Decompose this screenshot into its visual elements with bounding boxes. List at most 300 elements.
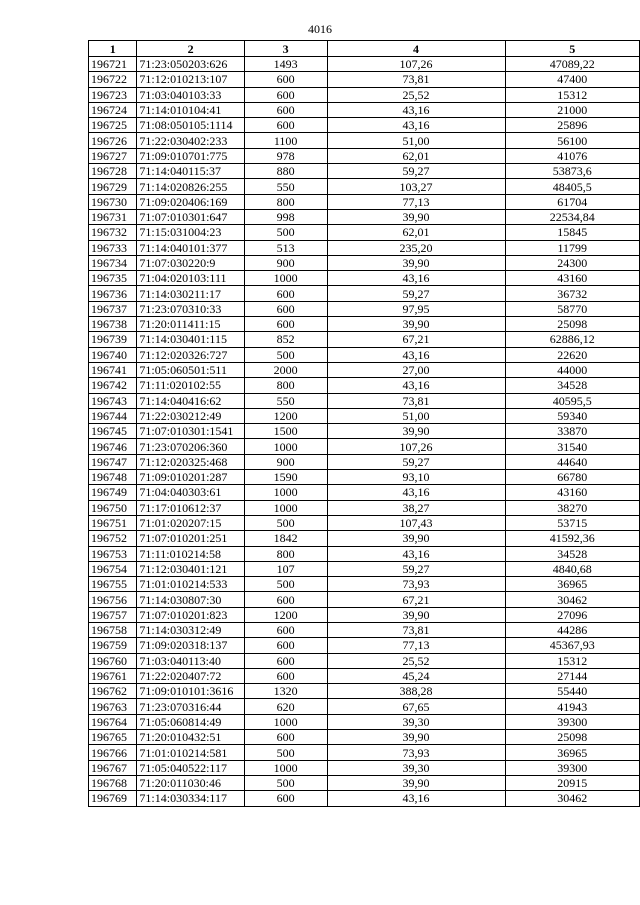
table-row (89, 760, 640, 775)
cell-record-number: 196756 (89, 592, 137, 607)
cell-value: 15312 (505, 87, 639, 102)
cell-rate: 27,00 (327, 362, 505, 377)
table-row (89, 133, 640, 148)
cell-record-number: 196749 (89, 485, 137, 500)
table-row (89, 194, 640, 209)
cell-cadastral-number: 71:11:010214:58 (137, 546, 244, 561)
cell-value: 15312 (505, 653, 639, 668)
cell-record-number: 196721 (89, 57, 137, 72)
cell-value: 45367,93 (505, 638, 639, 653)
cell-cadastral-number: 71:23:070310:33 (137, 301, 244, 316)
cell-value: 11799 (505, 240, 639, 255)
column-header: 1 (89, 41, 137, 57)
cell-record-number: 196753 (89, 546, 137, 561)
cell-cadastral-number: 71:01:010214:581 (137, 745, 244, 760)
cell-cadastral-number: 71:09:020406:169 (137, 194, 244, 209)
cell-rate: 62,01 (327, 225, 505, 240)
cell-record-number: 196722 (89, 72, 137, 87)
cell-rate: 67,21 (327, 592, 505, 607)
cell-area: 513 (244, 240, 327, 255)
cell-rate: 67,21 (327, 332, 505, 347)
cell-record-number: 196738 (89, 317, 137, 332)
cell-rate: 62,01 (327, 148, 505, 163)
cell-value: 22620 (505, 347, 639, 362)
cell-record-number: 196758 (89, 622, 137, 637)
cell-rate: 103,27 (327, 179, 505, 194)
cell-area: 900 (244, 454, 327, 469)
cell-area: 600 (244, 638, 327, 653)
cell-cadastral-number: 71:14:030312:49 (137, 622, 244, 637)
table-row (89, 102, 640, 117)
cell-area: 1000 (244, 500, 327, 515)
cell-cadastral-number: 71:11:020102:55 (137, 378, 244, 393)
cell-cadastral-number: 71:12:020326:727 (137, 347, 244, 362)
cell-rate: 235,20 (327, 240, 505, 255)
cell-rate: 25,52 (327, 653, 505, 668)
cell-area: 1200 (244, 607, 327, 622)
cell-rate: 73,81 (327, 622, 505, 637)
table-row (89, 164, 640, 179)
cell-rate: 39,90 (327, 424, 505, 439)
cell-value: 62886,12 (505, 332, 639, 347)
cell-value: 44000 (505, 362, 639, 377)
cell-rate: 39,90 (327, 531, 505, 546)
cell-rate: 97,95 (327, 301, 505, 316)
table-row (89, 332, 640, 347)
cell-value: 30462 (505, 592, 639, 607)
cell-rate: 38,27 (327, 500, 505, 515)
table-row (89, 225, 640, 240)
cell-record-number: 196750 (89, 500, 137, 515)
cell-area: 600 (244, 286, 327, 301)
cell-value: 22534,84 (505, 209, 639, 224)
cell-rate: 77,13 (327, 194, 505, 209)
cell-record-number: 196741 (89, 362, 137, 377)
cell-area: 600 (244, 118, 327, 133)
cell-cadastral-number: 71:07:030220:9 (137, 255, 244, 270)
table-row (89, 607, 640, 622)
cell-area: 978 (244, 148, 327, 163)
cell-value: 43160 (505, 485, 639, 500)
cell-rate: 77,13 (327, 638, 505, 653)
cell-cadastral-number: 71:14:030334:117 (137, 791, 244, 806)
cell-cadastral-number: 71:23:070206:360 (137, 439, 244, 454)
table-row (89, 546, 640, 561)
cell-rate: 51,00 (327, 133, 505, 148)
cell-value: 40595,5 (505, 393, 639, 408)
cell-cadastral-number: 71:09:010201:287 (137, 470, 244, 485)
cell-value: 44286 (505, 622, 639, 637)
page-number: 4016 (308, 22, 332, 36)
cell-cadastral-number: 71:22:030212:49 (137, 408, 244, 423)
cell-area: 500 (244, 225, 327, 240)
cell-record-number: 196752 (89, 531, 137, 546)
table-row (89, 393, 640, 408)
cell-cadastral-number: 71:12:020325:468 (137, 454, 244, 469)
cell-cadastral-number: 71:14:010104:41 (137, 102, 244, 117)
cell-area: 600 (244, 301, 327, 316)
cell-cadastral-number: 71:04:020103:111 (137, 271, 244, 286)
cell-rate: 39,90 (327, 255, 505, 270)
cell-area: 600 (244, 72, 327, 87)
table-row (89, 638, 640, 653)
table-row (89, 470, 640, 485)
cell-record-number: 196739 (89, 332, 137, 347)
cell-value: 66780 (505, 470, 639, 485)
cell-cadastral-number: 71:20:011030:46 (137, 775, 244, 790)
cell-area: 900 (244, 255, 327, 270)
table-row (89, 57, 640, 72)
cell-area: 1000 (244, 271, 327, 286)
cell-area: 600 (244, 730, 327, 745)
cell-cadastral-number: 71:20:010432:51 (137, 730, 244, 745)
cell-area: 800 (244, 378, 327, 393)
cell-area: 600 (244, 592, 327, 607)
cell-record-number: 196736 (89, 286, 137, 301)
table-row (89, 653, 640, 668)
cell-rate: 43,16 (327, 118, 505, 133)
cell-record-number: 196735 (89, 271, 137, 286)
cell-cadastral-number: 71:01:010214:533 (137, 577, 244, 592)
table-row (89, 240, 640, 255)
cell-record-number: 196747 (89, 454, 137, 469)
cell-area: 1000 (244, 714, 327, 729)
table-row (89, 424, 640, 439)
cell-area: 1000 (244, 485, 327, 500)
table-row (89, 301, 640, 316)
cell-value: 33870 (505, 424, 639, 439)
cell-record-number: 196759 (89, 638, 137, 653)
cell-area: 500 (244, 577, 327, 592)
cell-record-number: 196742 (89, 378, 137, 393)
cell-cadastral-number: 71:14:040416:62 (137, 393, 244, 408)
cell-area: 800 (244, 194, 327, 209)
cell-cadastral-number: 71:14:030211:17 (137, 286, 244, 301)
cell-cadastral-number: 71:14:040115:37 (137, 164, 244, 179)
cell-value: 4840,68 (505, 561, 639, 576)
cell-record-number: 196764 (89, 714, 137, 729)
cell-rate: 73,93 (327, 745, 505, 760)
table-row (89, 485, 640, 500)
cell-cadastral-number: 71:22:020407:72 (137, 668, 244, 683)
cell-area: 600 (244, 791, 327, 806)
cell-cadastral-number: 71:08:050105:1114 (137, 118, 244, 133)
cell-rate: 93,10 (327, 470, 505, 485)
cell-record-number: 196729 (89, 179, 137, 194)
cell-rate: 39,90 (327, 730, 505, 745)
cell-record-number: 196743 (89, 393, 137, 408)
table-row (89, 592, 640, 607)
cell-record-number: 196762 (89, 684, 137, 699)
cell-rate: 39,90 (327, 775, 505, 790)
cell-rate: 39,30 (327, 714, 505, 729)
column-header: 5 (505, 41, 639, 57)
cell-record-number: 196723 (89, 87, 137, 102)
cell-cadastral-number: 71:23:070316:44 (137, 699, 244, 714)
cell-cadastral-number: 71:05:060814:49 (137, 714, 244, 729)
cell-rate: 59,27 (327, 561, 505, 576)
table-row (89, 561, 640, 576)
cell-area: 600 (244, 668, 327, 683)
cell-area: 600 (244, 102, 327, 117)
cell-record-number: 196763 (89, 699, 137, 714)
cell-area: 500 (244, 515, 327, 530)
table-row (89, 454, 640, 469)
cell-cadastral-number: 71:03:040113:40 (137, 653, 244, 668)
cell-area: 1100 (244, 133, 327, 148)
table-row (89, 378, 640, 393)
cell-value: 47089,22 (505, 57, 639, 72)
cell-cadastral-number: 71:07:010201:251 (137, 531, 244, 546)
cell-area: 998 (244, 209, 327, 224)
cell-record-number: 196755 (89, 577, 137, 592)
cell-rate: 43,16 (327, 546, 505, 561)
cell-value: 53873,6 (505, 164, 639, 179)
cell-record-number: 196768 (89, 775, 137, 790)
cell-rate: 73,93 (327, 577, 505, 592)
cell-area: 852 (244, 332, 327, 347)
cell-record-number: 196726 (89, 133, 137, 148)
table-row (89, 714, 640, 729)
cell-cadastral-number: 71:14:030401:115 (137, 332, 244, 347)
cell-record-number: 196761 (89, 668, 137, 683)
cell-rate: 51,00 (327, 408, 505, 423)
table-row (89, 500, 640, 515)
table-row (89, 791, 640, 806)
cell-value: 25098 (505, 730, 639, 745)
table-row (89, 439, 640, 454)
cell-cadastral-number: 71:07:010201:823 (137, 607, 244, 622)
cell-area: 620 (244, 699, 327, 714)
table-body (89, 57, 640, 807)
cell-value: 15845 (505, 225, 639, 240)
cell-cadastral-number: 71:14:040101:377 (137, 240, 244, 255)
cell-value: 41076 (505, 148, 639, 163)
table-row (89, 347, 640, 362)
cell-area: 2000 (244, 362, 327, 377)
cell-value: 25896 (505, 118, 639, 133)
cell-rate: 39,90 (327, 209, 505, 224)
cell-cadastral-number: 71:09:020318:137 (137, 638, 244, 653)
table-row (89, 72, 640, 87)
table-row (89, 255, 640, 270)
cell-record-number: 196766 (89, 745, 137, 760)
table-row (89, 87, 640, 102)
cell-value: 39300 (505, 714, 639, 729)
cell-record-number: 196724 (89, 102, 137, 117)
cell-value: 34528 (505, 378, 639, 393)
cell-value: 48405,5 (505, 179, 639, 194)
cell-cadastral-number: 71:15:031004:23 (137, 225, 244, 240)
cell-area: 600 (244, 622, 327, 637)
cell-area: 1493 (244, 57, 327, 72)
cell-value: 38270 (505, 500, 639, 515)
cell-area: 1590 (244, 470, 327, 485)
cell-value: 43160 (505, 271, 639, 286)
cell-value: 39300 (505, 760, 639, 775)
data-table (88, 40, 640, 807)
cell-area: 550 (244, 179, 327, 194)
cell-record-number: 196769 (89, 791, 137, 806)
cell-value: 58770 (505, 301, 639, 316)
table-row (89, 362, 640, 377)
cell-value: 27144 (505, 668, 639, 683)
cell-record-number: 196733 (89, 240, 137, 255)
cell-area: 1200 (244, 408, 327, 423)
table-row (89, 179, 640, 194)
cell-rate: 43,16 (327, 102, 505, 117)
cell-area: 500 (244, 745, 327, 760)
cell-rate: 39,90 (327, 607, 505, 622)
cell-rate: 107,26 (327, 439, 505, 454)
cell-area: 500 (244, 347, 327, 362)
cell-cadastral-number: 71:04:040303:61 (137, 485, 244, 500)
table-row (89, 622, 640, 637)
cell-value: 34528 (505, 546, 639, 561)
column-header: 3 (244, 41, 327, 57)
cell-record-number: 196751 (89, 515, 137, 530)
cell-cadastral-number: 71:09:010701:775 (137, 148, 244, 163)
cell-area: 800 (244, 546, 327, 561)
cell-rate: 45,24 (327, 668, 505, 683)
cell-record-number: 196745 (89, 424, 137, 439)
table-row (89, 745, 640, 760)
cell-rate: 73,81 (327, 72, 505, 87)
cell-value: 30462 (505, 791, 639, 806)
cell-value: 20915 (505, 775, 639, 790)
table-row (89, 118, 640, 133)
cell-cadastral-number: 71:05:040522:117 (137, 760, 244, 775)
cell-area: 550 (244, 393, 327, 408)
cell-value: 47400 (505, 72, 639, 87)
cell-value: 24300 (505, 255, 639, 270)
cell-record-number: 196728 (89, 164, 137, 179)
cell-area: 600 (244, 653, 327, 668)
cell-rate: 388,28 (327, 684, 505, 699)
table-row (89, 531, 640, 546)
cell-cadastral-number: 71:12:010213:107 (137, 72, 244, 87)
cell-value: 59340 (505, 408, 639, 423)
cell-record-number: 196727 (89, 148, 137, 163)
cell-record-number: 196767 (89, 760, 137, 775)
table-row (89, 271, 640, 286)
table-row (89, 699, 640, 714)
cell-record-number: 196740 (89, 347, 137, 362)
cell-value: 36965 (505, 577, 639, 592)
cell-value: 55440 (505, 684, 639, 699)
cell-record-number: 196731 (89, 209, 137, 224)
cell-rate: 59,27 (327, 164, 505, 179)
cell-rate: 39,30 (327, 760, 505, 775)
cell-value: 31540 (505, 439, 639, 454)
cell-value: 53715 (505, 515, 639, 530)
cell-rate: 43,16 (327, 378, 505, 393)
cell-cadastral-number: 71:23:050203:626 (137, 57, 244, 72)
cell-value: 27096 (505, 607, 639, 622)
cell-rate: 73,81 (327, 393, 505, 408)
table-header-row (89, 41, 640, 57)
cell-record-number: 196754 (89, 561, 137, 576)
table-row (89, 286, 640, 301)
cell-area: 600 (244, 317, 327, 332)
cell-rate: 43,16 (327, 347, 505, 362)
cell-rate: 43,16 (327, 271, 505, 286)
cell-area: 107 (244, 561, 327, 576)
cell-record-number: 196748 (89, 470, 137, 485)
cell-area: 500 (244, 775, 327, 790)
cell-cadastral-number: 71:07:010301:1541 (137, 424, 244, 439)
column-header: 2 (137, 41, 244, 57)
cell-rate: 25,52 (327, 87, 505, 102)
cell-value: 61704 (505, 194, 639, 209)
cell-rate: 59,27 (327, 454, 505, 469)
cell-value: 56100 (505, 133, 639, 148)
cell-rate: 67,65 (327, 699, 505, 714)
cell-rate: 107,26 (327, 57, 505, 72)
table-row (89, 148, 640, 163)
cell-cadastral-number: 71:14:030807:30 (137, 592, 244, 607)
cell-value: 44640 (505, 454, 639, 469)
cell-cadastral-number: 71:12:030401:121 (137, 561, 244, 576)
cell-cadastral-number: 71:03:040103:33 (137, 87, 244, 102)
cell-value: 41592,36 (505, 531, 639, 546)
cell-rate: 43,16 (327, 485, 505, 500)
cell-cadastral-number: 71:01:020207:15 (137, 515, 244, 530)
table-row (89, 317, 640, 332)
cell-area: 880 (244, 164, 327, 179)
cell-rate: 39,90 (327, 317, 505, 332)
table-row (89, 408, 640, 423)
cell-area: 1842 (244, 531, 327, 546)
cell-value: 36732 (505, 286, 639, 301)
cell-cadastral-number: 71:17:010612:37 (137, 500, 244, 515)
cell-area: 1000 (244, 439, 327, 454)
cell-value: 36965 (505, 745, 639, 760)
table-row (89, 730, 640, 745)
cell-rate: 59,27 (327, 286, 505, 301)
table-row (89, 775, 640, 790)
cell-record-number: 196730 (89, 194, 137, 209)
cell-area: 1000 (244, 760, 327, 775)
table-row (89, 684, 640, 699)
cell-area: 600 (244, 87, 327, 102)
cell-area: 1320 (244, 684, 327, 699)
cell-record-number: 196757 (89, 607, 137, 622)
table-row (89, 668, 640, 683)
cell-record-number: 196765 (89, 730, 137, 745)
cell-value: 21000 (505, 102, 639, 117)
cell-cadastral-number: 71:05:060501:511 (137, 362, 244, 377)
column-header: 4 (327, 41, 505, 57)
cell-cadastral-number: 71:07:010301:647 (137, 209, 244, 224)
cell-record-number: 196732 (89, 225, 137, 240)
cell-area: 1500 (244, 424, 327, 439)
table-row (89, 515, 640, 530)
cell-rate: 107,43 (327, 515, 505, 530)
cell-rate: 43,16 (327, 791, 505, 806)
cell-record-number: 196734 (89, 255, 137, 270)
cell-cadastral-number: 71:20:011411:15 (137, 317, 244, 332)
cell-cadastral-number: 71:09:010101:3616 (137, 684, 244, 699)
cell-value: 41943 (505, 699, 639, 714)
cell-cadastral-number: 71:22:030402:233 (137, 133, 244, 148)
table-row (89, 577, 640, 592)
table-row (89, 209, 640, 224)
cell-record-number: 196737 (89, 301, 137, 316)
cell-record-number: 196760 (89, 653, 137, 668)
cell-record-number: 196746 (89, 439, 137, 454)
cell-record-number: 196725 (89, 118, 137, 133)
